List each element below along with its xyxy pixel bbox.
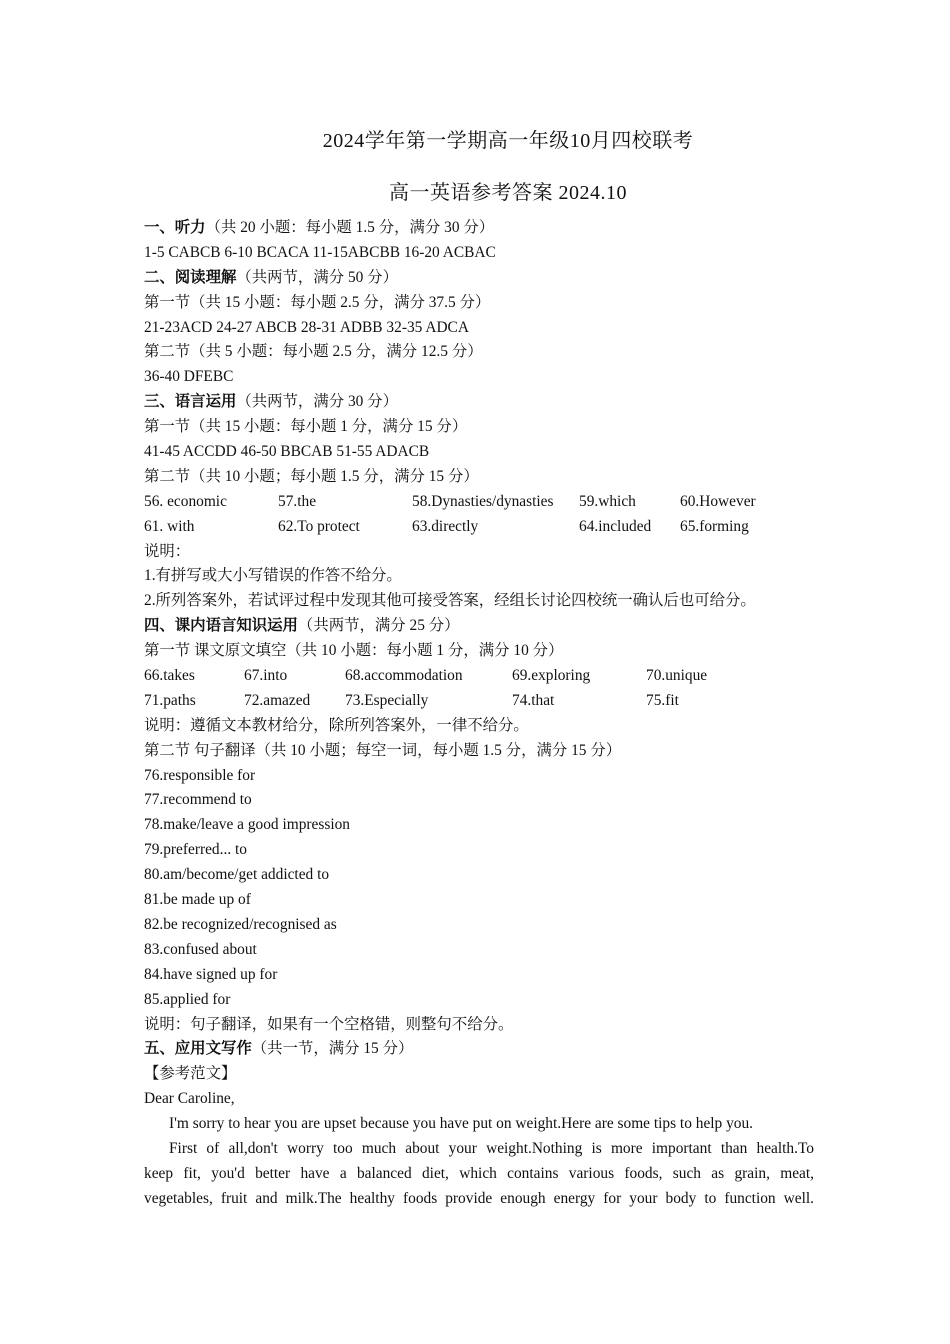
answer-cell: 68.accommodation (345, 667, 463, 685)
section-title: 一、听力 (144, 219, 206, 236)
answer-cell: 56. economic (144, 492, 227, 510)
answer-cell: 73.Especially (345, 691, 429, 709)
section-note: （共一节，满分 15 分） (251, 1040, 414, 1058)
answer-cell: 61. with (144, 517, 195, 535)
in-class-part1-explain: 说明：遵循文本教材给分，除所列答案外，一律不给分。 (144, 716, 529, 734)
translation-answer: 82.be recognized/recognised as (144, 915, 337, 933)
answer-content (144, 216, 814, 1212)
answer-row (144, 490, 814, 515)
answer-cell: 63.directly (412, 517, 479, 535)
explain-item: 1.有拼写或大小写错误的作答不给分。 (144, 567, 402, 585)
section-note: （共两节，满分 50 分） (236, 268, 398, 286)
sample-essay-label: 【参考范文】 (144, 1065, 237, 1083)
reading-part1-answers: 21-23ACD 24-27 ABCB 28-31 ADBB 32-35 ADCA (144, 318, 469, 336)
language-use-part1-answers: 41-45 ACCDD 46-50 BBCAB 51-55 ADACB (144, 443, 430, 461)
section-reading-heading (144, 266, 814, 291)
letter-paragraph-2-line-3: vegetables, fruit and milk.The healthy foods provide enough energy for your body to function well. (144, 1189, 814, 1207)
reading-part2-heading: 第二节（共 5 小题：每小题 2.5 分，满分 12.5 分） (144, 343, 483, 361)
answer-cell: 72.amazed (244, 691, 311, 709)
in-class-part1-heading: 第一节 课文原文填空（共 10 小题：每小题 1 分，满分 10 分） (144, 642, 564, 660)
answer-cell: 67.into (244, 667, 288, 685)
answer-cell: 70.unique (646, 667, 708, 685)
translation-answer: 85.applied for (144, 990, 231, 1008)
in-class-part2-explain: 说明：句子翻译，如果有一个空格错，则整句不给分。 (144, 1015, 514, 1033)
letter-greeting: Dear Caroline, (144, 1090, 235, 1108)
answer-cell: 59.which (579, 492, 636, 510)
answer-cell: 57.the (278, 492, 317, 510)
section-note: （共两节，满分 25 分） (297, 617, 460, 635)
explain-label: 说明： (144, 542, 191, 560)
exam-title: 2024学年第一学期高一年级10月四校联考 (322, 130, 694, 152)
answer-cell: 66.takes (144, 667, 195, 685)
letter-paragraph-2-line-2: keep fit, you'd better have a balanced diet, which contains various foods, such as grain, meat, (144, 1164, 814, 1182)
translation-answer: 81.be made up of (144, 891, 251, 909)
section-title: 四、课内语言知识运用 (144, 617, 298, 635)
answer-row (144, 689, 814, 714)
listening-answers: 1-5 CABCB 6-10 BCACA 11-15ABCBB 16-20 ACBAC (144, 243, 496, 261)
section-note: （共两节，满分 30 分） (236, 393, 398, 411)
answer-key-title: 高一英语参考答案 2024.10 (389, 182, 627, 204)
translation-answer: 79.preferred... to (144, 841, 247, 859)
answer-row (144, 664, 814, 689)
translation-answer: 76.responsible for (144, 766, 256, 784)
answer-cell: 62.To protect (278, 517, 360, 535)
letter-paragraph-2-line-1: First of all,don't worry too much about your weight.Nothing is more important than health.To (169, 1139, 814, 1157)
answer-cell: 58.Dynasties/dynasties (412, 492, 554, 510)
answer-cell: 74.that (512, 691, 555, 709)
answer-cell: 71.paths (144, 691, 196, 709)
answer-cell: 69.exploring (512, 667, 591, 685)
explain-item: 2.所列答案外，若试评过程中发现其他可接受答案，经组长讨论四校统一确认后也可给分。 (144, 592, 756, 610)
section-title: 二、阅读理解 (144, 268, 237, 286)
translation-answer: 83.confused about (144, 940, 257, 958)
answer-cell: 65.forming (680, 517, 749, 535)
in-class-part2-heading: 第二节 句子翻译（共 10 小题；每空一词，每小题 1.5 分，满分 15 分） (144, 741, 622, 759)
section-in-class-heading (144, 614, 814, 639)
answer-cell: 64.included (579, 517, 652, 535)
section-writing-heading (144, 1037, 814, 1062)
section-title: 三、语言运用 (144, 393, 237, 411)
language-use-part1-heading: 第一节（共 15 小题：每小题 1 分，满分 15 分） (144, 418, 468, 436)
answer-cell: 75.fit (646, 691, 679, 709)
translation-answer: 77.recommend to (144, 791, 252, 809)
answer-cell: 60.However (680, 492, 756, 510)
answer-row (144, 515, 814, 540)
section-listening-heading (144, 216, 814, 241)
section-note: （共 20 小题：每小题 1.5 分，满分 30 分） (205, 219, 495, 236)
section-title: 五、应用文写作 (144, 1040, 252, 1058)
letter-paragraph-1: I'm sorry to hear you are upset because you have put on weight.Here are some tips to help you. (169, 1115, 754, 1133)
translation-answer: 84.have signed up for (144, 965, 278, 983)
translation-answer: 78.make/leave a good impression (144, 816, 351, 834)
reading-part1-heading: 第一节（共 15 小题：每小题 2.5 分，满分 37.5 分） (144, 293, 491, 311)
section-language-use-heading (144, 390, 814, 415)
reading-part2-answers: 36-40 DFEBC (144, 368, 234, 386)
translation-answer: 80.am/become/get addicted to (144, 866, 330, 884)
language-use-part2-heading: 第二节（共 10 小题；每小题 1.5 分，满分 15 分） (144, 467, 479, 485)
